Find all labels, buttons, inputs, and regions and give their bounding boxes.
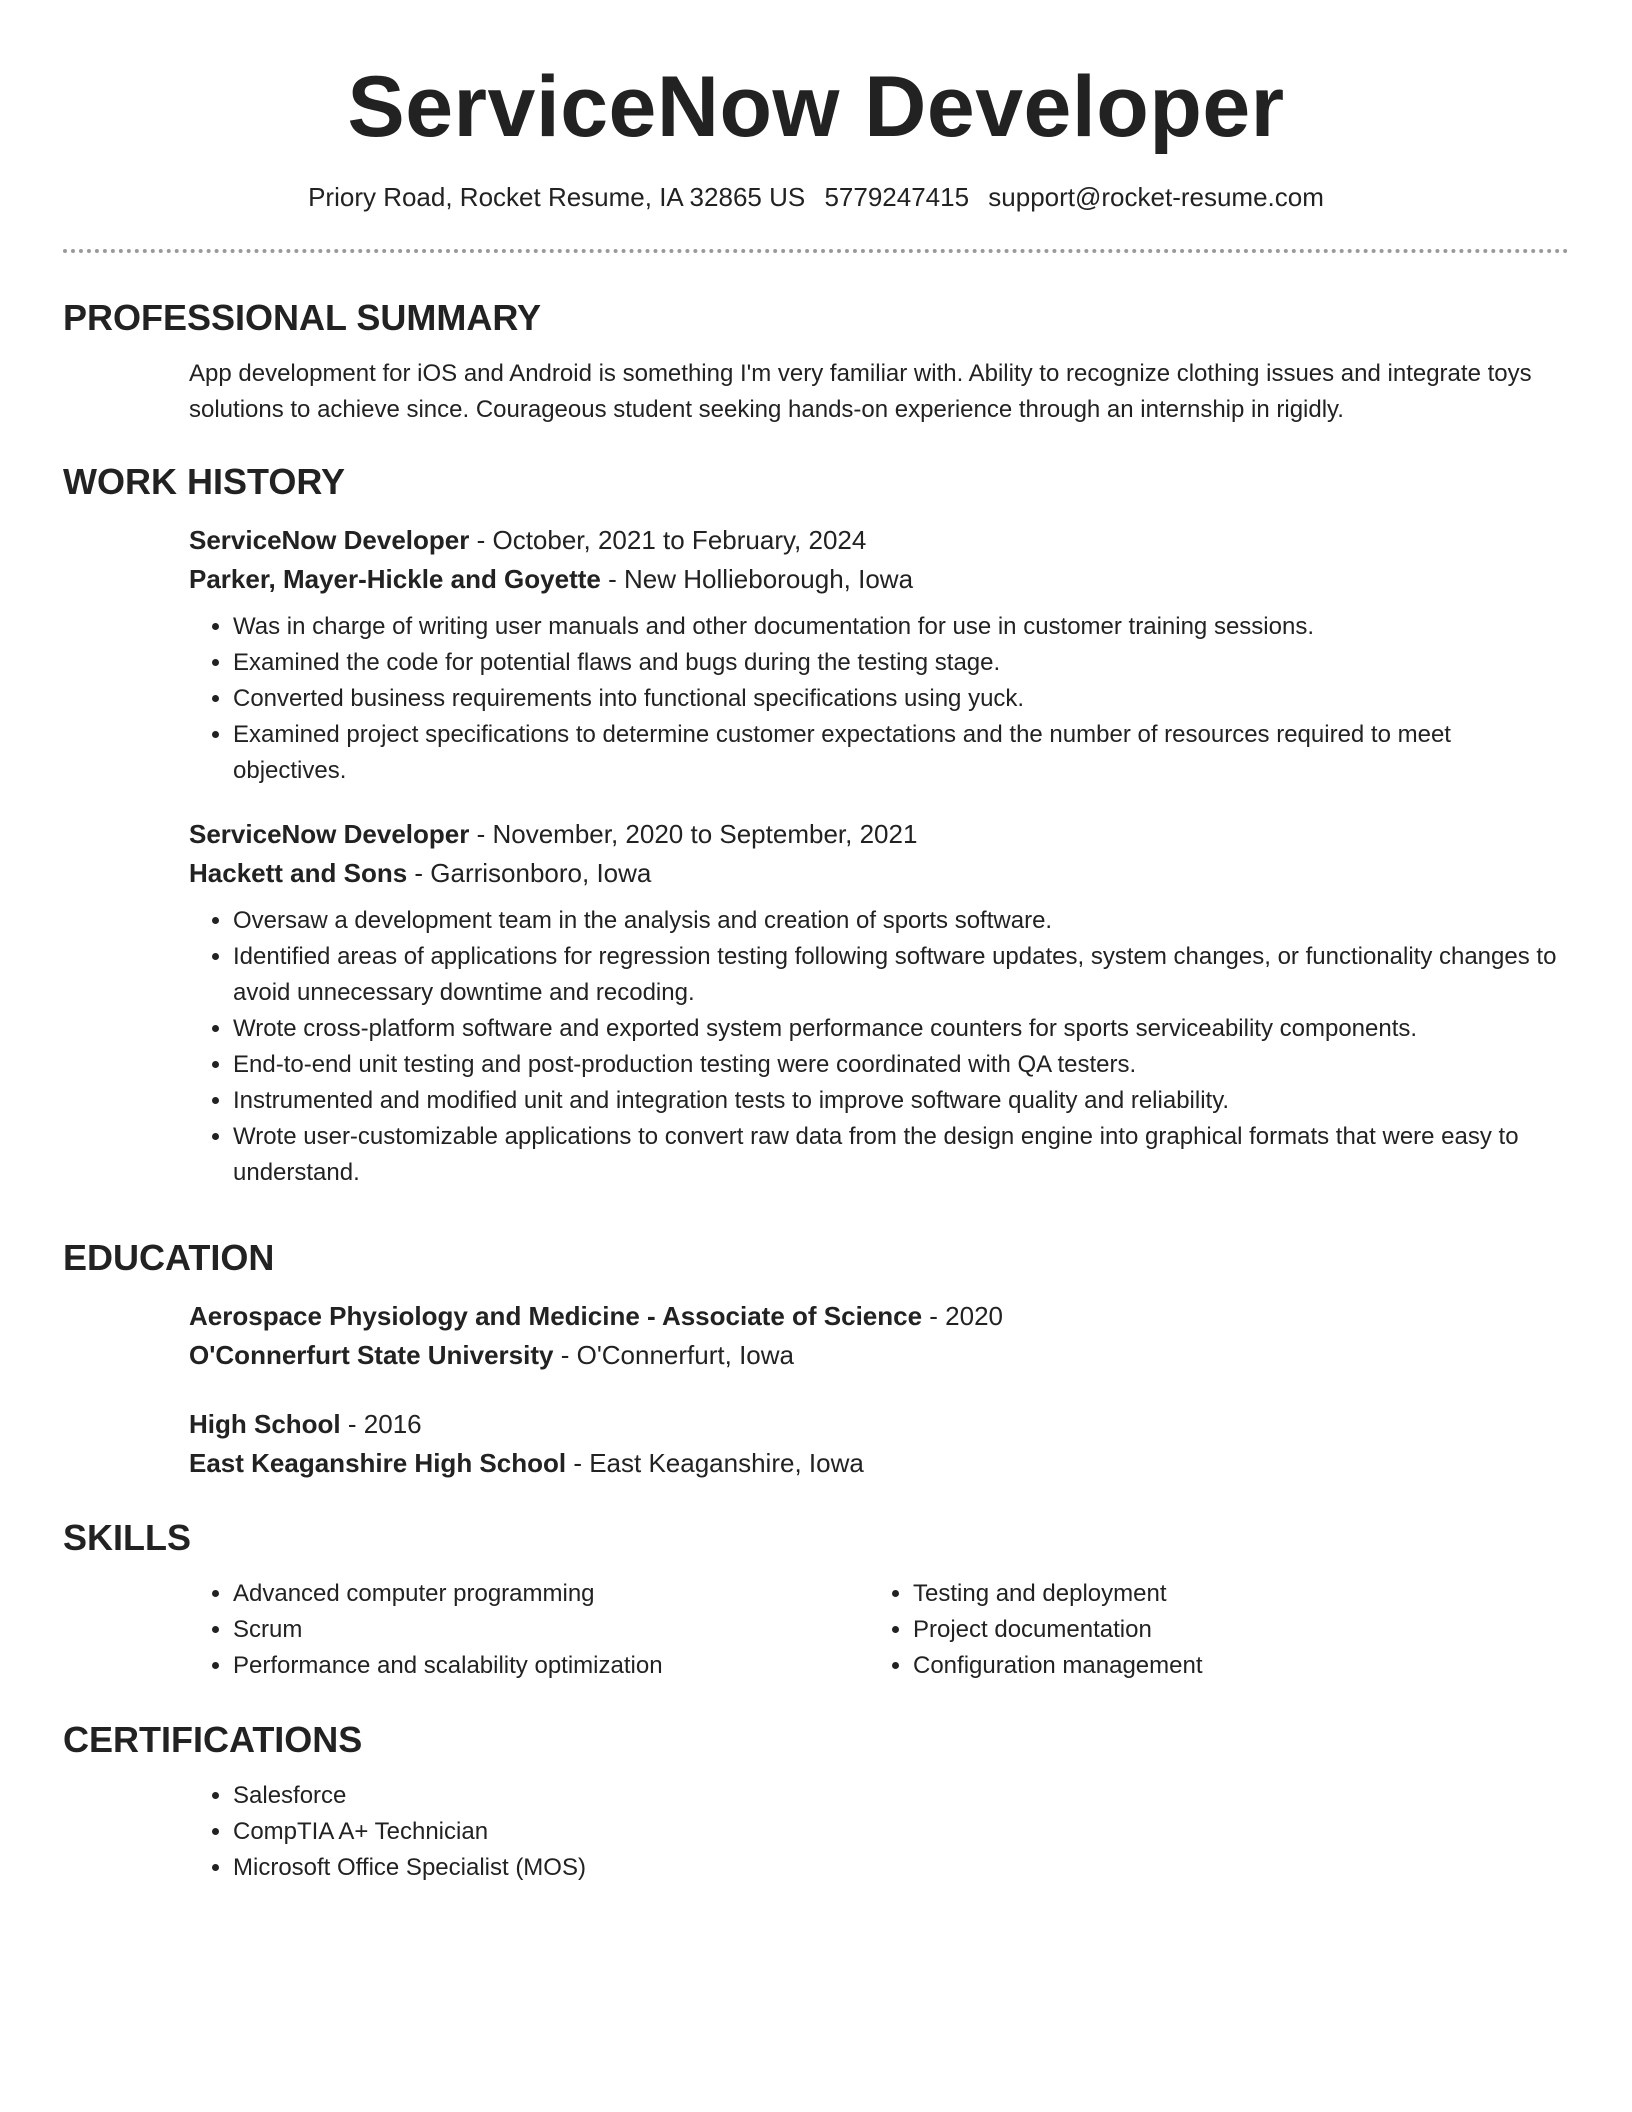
job-company-line [189,854,1569,893]
education-school-line [189,1444,1569,1483]
certifications-list [189,1778,1569,1886]
job-entry [189,521,1569,789]
education-school: O'Connerfurt State University [189,1340,554,1370]
list-item: • Was in charge of writing user manuals and other documentation for use in customer training sessions. [233,609,1569,645]
skills-column-right [869,1576,1549,1684]
list-item: • Testing and deployment [913,1576,1549,1612]
list-item: • Configuration management [913,1648,1549,1684]
skills-grid [189,1576,1569,1684]
list-item: • Wrote cross-platform software and exported system performance counters for sports serviceability components. [233,1011,1569,1047]
contact-phone: 5779247415 [824,182,970,212]
job-entry [189,815,1569,1191]
list-item: • Advanced computer programming [233,1576,869,1612]
skills-column-left [189,1576,869,1684]
list-item: • Project documentation [913,1612,1549,1648]
work-section [63,460,1569,1191]
section-title-education: EDUCATION [63,1237,275,1278]
section-title-skills: SKILLS [63,1517,192,1558]
education-degree-line [189,1297,1569,1336]
list-item: • Scrum [233,1612,869,1648]
education-location: - East Keaganshire, Iowa [566,1448,864,1478]
job-location: - New Hollieborough, Iowa [600,564,914,594]
list-item: • Microsoft Office Specialist (MOS) [233,1850,1569,1886]
summary-section [63,296,1569,428]
section-title-work: WORK HISTORY [63,461,346,502]
education-year: - 2020 [922,1301,1004,1331]
job-role: ServiceNow Developer [189,819,470,849]
job-bullets [189,609,1569,789]
education-section [63,1236,1569,1483]
skills-list-left [189,1576,869,1684]
certifications-section [63,1718,1569,1886]
job-role: ServiceNow Developer [189,525,470,555]
list-item: • Oversaw a development team in the analysis and creation of sports software. [233,903,1569,939]
education-degree: High School [189,1409,341,1439]
list-item: • Salesforce [233,1778,1569,1814]
contact-address: Priory Road, Rocket Resume, IA 32865 US [308,182,806,212]
header-divider [63,249,1569,253]
contact-line [0,180,1632,214]
education-degree: Aerospace Physiology and Medicine - Associate of Science [189,1301,923,1331]
job-dates: - November, 2020 to September, 2021 [469,819,918,849]
list-item: • Wrote user-customizable applications to convert raw data from the design engine into graphical formats that were easy to understand. [233,1119,1569,1191]
education-entry [189,1405,1569,1483]
job-company-line [189,560,1569,599]
list-item: • CompTIA A+ Technician [233,1814,1569,1850]
list-item: • Instrumented and modified unit and integration tests to improve software quality and reliability. [233,1083,1569,1119]
section-title-summary: PROFESSIONAL SUMMARY [63,297,542,338]
education-year: - 2016 [340,1409,422,1439]
education-school-line [189,1336,1569,1375]
job-location: - Garrisonboro, Iowa [407,858,652,888]
job-company: Parker, Mayer-Hickle and Goyette [189,564,601,594]
contact-email: support@rocket-resume.com [988,182,1324,212]
job-title-line [189,815,1569,854]
skills-list-right [869,1576,1549,1684]
education-location: - O'Connerfurt, Iowa [553,1340,794,1370]
list-item: • Examined the code for potential flaws and bugs during the testing stage. [233,645,1569,681]
candidate-name: ServiceNow Developer [347,59,1285,155]
section-title-certifications: CERTIFICATIONS [63,1719,363,1760]
list-item: • Identified areas of applications for regression testing following software updates, system changes, or functionality changes to avoid unnecessary downtime and recoding. [233,939,1569,1011]
list-item: • Examined project specifications to determine customer expectations and the number of resources required to meet objectives. [233,717,1569,789]
certifications-body [189,1778,1569,1886]
job-dates: - October, 2021 to February, 2024 [469,525,867,555]
education-degree-line [189,1405,1569,1444]
list-item: • Performance and scalability optimization [233,1648,869,1684]
summary-body [189,356,1569,428]
education-entry [189,1297,1569,1375]
summary-text: App development for iOS and Android is something I'm very familiar with. Ability to recognize clothing issues and integrate toys solutions to achieve since. Courageous student seeking hands-on experience through an internship in rigidly. [189,360,1532,423]
job-title-line [189,521,1569,560]
job-company: Hackett and Sons [189,858,408,888]
job-bullets [189,903,1569,1191]
skills-section [63,1516,1569,1684]
list-item: • Converted business requirements into functional specifications using yuck. [233,681,1569,717]
education-school: East Keaganshire High School [189,1448,567,1478]
list-item: • End-to-end unit testing and post-production testing were coordinated with QA testers. [233,1047,1569,1083]
